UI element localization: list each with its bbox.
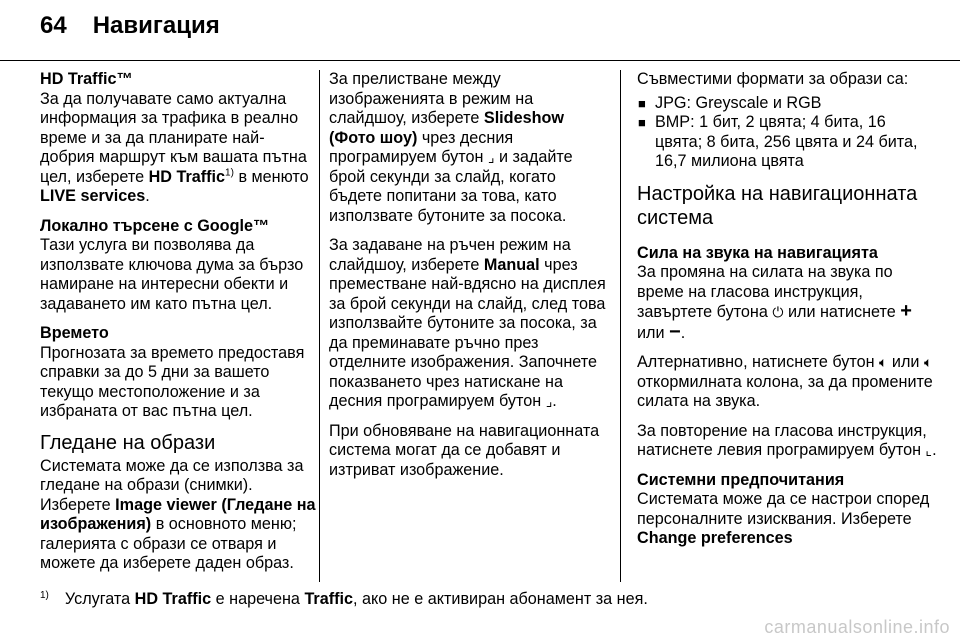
column-2 [329,70,607,490]
list-item: ■ JPG: Greyscale и RGB [637,94,937,114]
repeat-paragraph [637,422,937,461]
hd-traffic-text: . [145,187,150,205]
right-softkey-icon: ⌟ [545,393,553,409]
footnote-mark: 1) [40,589,49,601]
slideshow-text: чрез десния програмируем бутон [329,128,514,166]
volume-text: или натиснете [783,303,901,321]
volume-section [637,244,937,344]
manual-text: чрез преместване най-вдясно на дисплея за брой секунди на слайд, след това използвайте бутоните за посока, за да преминавате ръчно през отделните изображения. Започнете показването чрез натискане на десния програмируем бутон [329,255,606,410]
watermark: carmanualsonline.info [764,617,950,637]
repeat-text: . [932,441,937,459]
list-item: ■ BMP: 1 бит, 2 цвята; 4 бита, 16 цвята; 8 бита, 256 цвята и 24 бита, 16,7 милиона цвята [637,113,937,172]
weather-section [40,324,318,422]
formats-list [637,94,937,172]
manual-text: За задаване на ръчен режим на слайдшоу, изберете [329,236,571,274]
footnote-text: е наречена [211,590,305,608]
right-softkey-icon: ⌟ [487,149,495,165]
alternative-text: откормилната колона, за да промените силата на звука. [637,372,933,410]
footnote-term: Traffic [304,590,354,608]
formats-intro: Съвместими формати за образи са: [637,70,909,88]
update-paragraph: При обновяване на навигационната система могат да се добавят и изтриват изображение. [329,421,600,479]
slideshow-term: Slideshow (Фото шоу) [329,109,564,147]
volume-text: или [637,323,670,342]
page-header [40,12,220,40]
plus-icon: + [900,300,912,322]
column-3 [637,70,937,559]
alternative-text: Алтернативно, натиснете бутон [637,353,880,371]
slideshow-paragraph [329,70,607,226]
page-number: 64 [40,12,67,39]
page-title: Навигация [92,12,220,39]
minus-icon: − [669,320,681,343]
manual-term: Manual [483,255,540,274]
column-divider-2 [620,70,621,582]
hd-traffic-text: За да получавате само актуална информация за трафика в реално време и за да планирате най-добрия маршрут към вашата пътна цел, изберете [40,89,307,186]
live-services-term: LIVE services [40,187,146,205]
column-1 [40,70,318,574]
hd-traffic-section [40,70,318,207]
column-divider-1 [319,70,320,582]
preferences-heading: Системни предпочитания [637,470,845,489]
speaker-icon: 🔈︎ [879,354,888,370]
google-heading: Локално търсене с Google™ [40,216,270,235]
header-rule [0,60,960,61]
speaker-icon: 🔈︎ [923,354,933,370]
repeat-text: За повторение на гласова инструкция, натиснете левия програмируем бутон [637,421,927,459]
footnote-text: Услугата [64,590,135,608]
hd-traffic-text: в менюто [233,167,309,186]
images-text: в основното меню; галерията с образи се отваря и можете да изберете даден образ. [40,515,297,572]
images-heading: Гледане на образи [40,431,216,454]
manual-paragraph [329,236,607,412]
hd-traffic-heading: HD Traffic™ [40,70,133,88]
image-viewer-term: Image viewer (Гледане на изображения) [40,495,316,533]
left-softkey-icon: ⌞ [925,442,933,458]
manual-text: . [552,392,557,410]
weather-text: Прогнозата за времето предоставя справки за до 5 дни за вашето текущо местоположение и за избраната от вас пътна цел. [40,343,305,420]
preferences-section [637,471,937,549]
change-preferences-term: Change preferences [637,529,793,547]
alternative-text: или [887,353,924,371]
google-text: Тази услуга ви позволява да използвате ключова дума за бързо намиране на интересни обекти и задаването им като пътна цел. [40,236,304,313]
footnote [40,590,648,610]
images-text: Системата може да се използва за гледане на образи (снимки). Изберете [40,456,304,514]
power-knob-icon: ⏻ [772,304,784,320]
weather-heading: Времето [40,324,109,342]
settings-heading: Настройка на навигационната система [637,182,918,229]
hd-traffic-term: HD Traffic [148,167,226,186]
google-section [40,217,318,315]
images-section [40,432,318,574]
volume-heading: Сила на звука на навигацията [637,243,878,262]
slideshow-text: и задайте брой секунди за слайд, когато бъдете попитани за това, като използвате бутоните за посока. [329,148,573,225]
alternative-paragraph [637,353,937,412]
footnote-ref: 1) [225,167,234,179]
volume-text: . [680,323,686,342]
footnote-term: HD Traffic [134,590,212,608]
footnote-text: , ако не е активиран абонамент за нея. [353,590,648,608]
preferences-text: Системата може да се настрои според персоналните изисквания. Изберете [637,490,930,528]
volume-text: За промяна на силата на звука по време на гласова инструкция, завъртете бутона [637,263,893,321]
slideshow-text: За прелистване между изображенията в режим на слайдшоу, изберете [329,70,534,127]
